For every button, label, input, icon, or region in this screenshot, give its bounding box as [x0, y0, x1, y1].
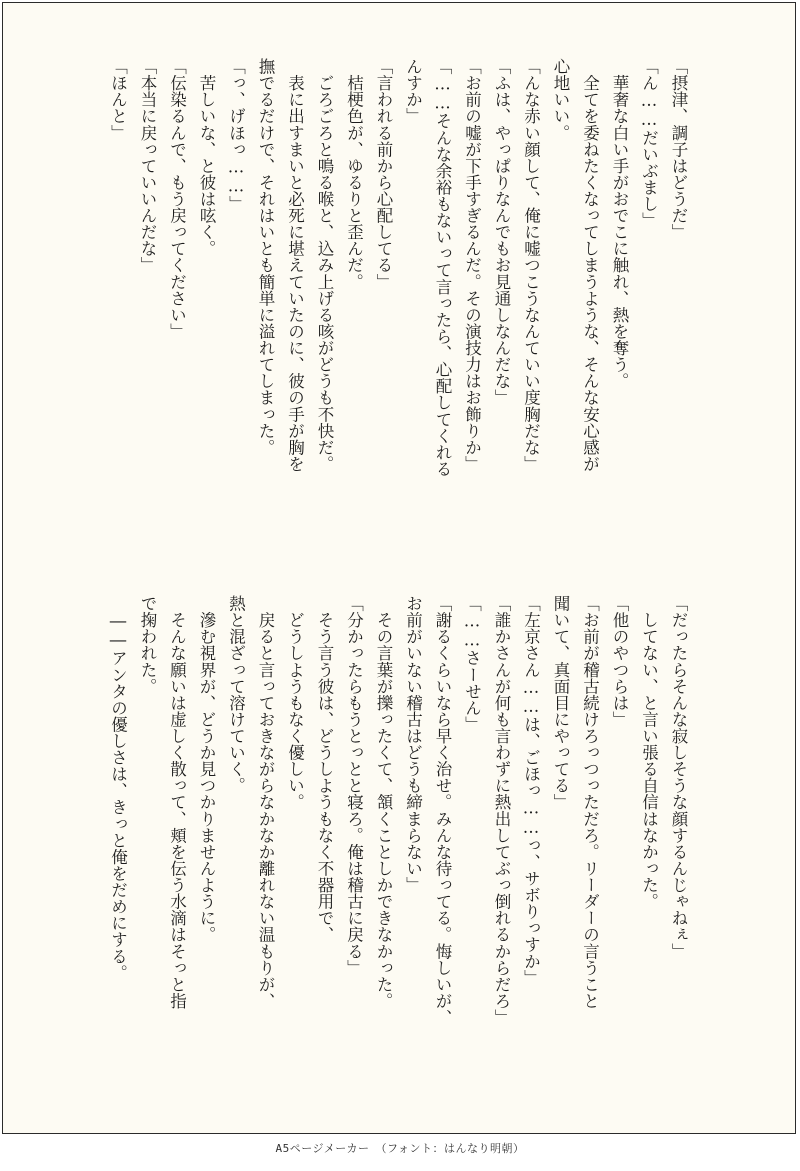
text-line: 「言われる前から心配してる」 — [374, 58, 393, 290]
text-line: 桔梗色が、ゆるりと歪んだ。 — [344, 58, 364, 290]
text-line: 熱と混ざって溶けていく。 — [226, 595, 246, 794]
text-line: 「伝染るんで、もう戻ってください」 — [167, 58, 187, 340]
text-line: 「本当に戻っていいんだな」 — [138, 58, 157, 274]
text-line: 「お前が稽古続けろっつっただろ。リーダーの言うこと — [580, 595, 600, 1009]
text-line: 撫でるだけで、それはいとも簡単に溢れてしまった。 — [256, 58, 275, 456]
text-line: 戻ると言っておきながらなかなか離れない温もりが、 — [256, 595, 275, 1009]
text-line: ――アンタの優しさは、きっと俺をだめにする。 — [108, 595, 128, 981]
text-line: 全てを委ねたくなってしまうような、そんな安心感が — [580, 58, 600, 472]
text-line: 「ふは、やっぱりなんでもお見通しなんだな」 — [492, 58, 511, 406]
text-line: どうしようもなく優しい。 — [285, 595, 305, 811]
text-line: で掬われた。 — [138, 595, 157, 695]
text-line: その言葉が擽ったくて、頷くことしかできなかった。 — [374, 595, 393, 1009]
text-line: 心地いい。 — [551, 58, 570, 141]
text-line: 表に出すまいと必死に堪えていたのに、彼の手が胸を — [285, 58, 305, 472]
text-line: 「ん……だいぶまし」 — [639, 58, 659, 229]
text-line: 「……そんな余裕もないって言ったら、心配してくれる — [433, 58, 452, 477]
text-line: 「お前の嘘が下手すぎるんだ。その演技力はお飾りか」 — [462, 58, 482, 472]
text-line: 「誰かさんが何も言わずに熱出してぶっ倒れるからだろ」 — [492, 595, 511, 1026]
text-line: 「……さーせん」 — [462, 595, 482, 733]
text-line: 華奢な白い手がおでこに触れ、熱を奪う。 — [610, 58, 629, 390]
manuscript-page — [2, 2, 796, 1134]
text-line: 「謝るくらいなら早く治せ。みんな待ってる。悔しいが、 — [433, 595, 452, 1026]
text-line: んすか」 — [403, 58, 423, 125]
vertical-text-block-bottom — [103, 595, 693, 1065]
text-line: 「分かったらもうとっとと寝ろ。俺は稽古に戻る」 — [344, 595, 364, 976]
text-line: そう言う彼は、どうしようもなく不器用で、 — [315, 595, 334, 943]
footer-credit: A5ページメーカー （フォント：はんなり明朝） — [275, 1142, 525, 1155]
text-line: 滲む視界が、どうか見つかりませんように。 — [197, 595, 216, 943]
text-line: 「だったらそんな寂しそうな顔するんじゃねぇ」 — [669, 595, 688, 960]
text-line: 「んな赤い顔して、俺に嘘つこうなんていい度胸だな」 — [521, 58, 541, 472]
text-line: 苦しいな、と彼は呟く。 — [197, 58, 216, 257]
text-line: してない、と言い張る自信はなかった。 — [639, 595, 659, 910]
text-line: そんな願いは虚しく散って、頬を伝う水滴はそっと指 — [167, 595, 187, 1009]
text-line: 「摂津、調子はどうだ」 — [669, 58, 688, 241]
text-line: 聞いて、真面目にやってる」 — [551, 595, 570, 811]
text-line: 「ほんと」 — [108, 58, 128, 141]
text-line: 「他のやつらは」 — [610, 595, 629, 728]
vertical-text-block-top — [103, 58, 693, 553]
text-line: お前がいない稽古はどうも締まらない」 — [403, 595, 423, 894]
text-line: ごろごろと鳴る喉と、込み上げる咳がどうも不快だ。 — [315, 58, 334, 472]
text-line: 「左京さん……は、ごほっ……っ、サボりっすか」 — [521, 595, 541, 986]
text-line: 「っ、げほっ……」 — [226, 58, 246, 213]
